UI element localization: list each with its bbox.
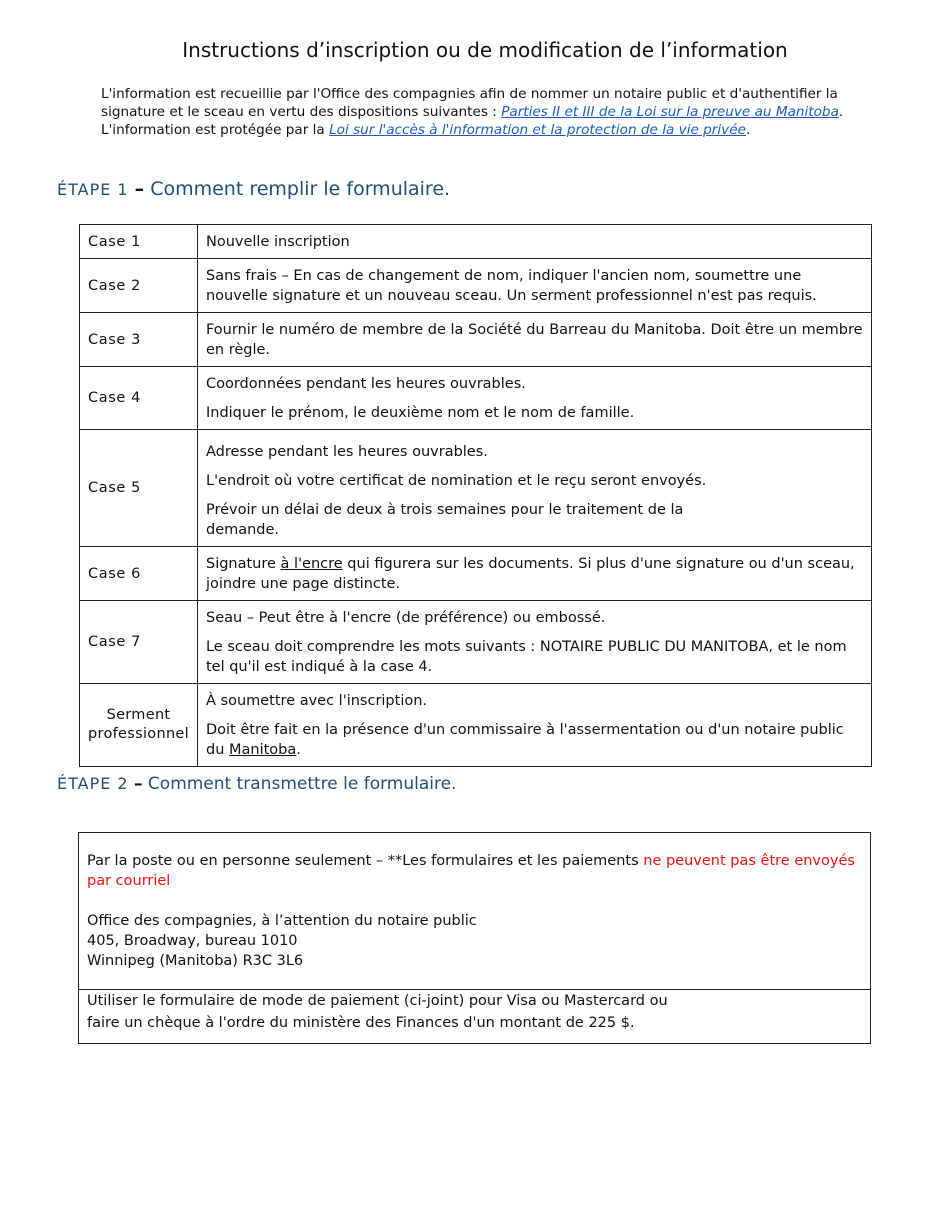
- row-key: Case 3: [80, 313, 198, 367]
- page-title: Instructions d’inscription ou de modification de l’information: [182, 38, 788, 62]
- row-text-post: .: [296, 741, 301, 758]
- mail-instruction: [87, 851, 862, 891]
- step-2-label: ÉTAPE 2: [57, 774, 129, 793]
- step-1-heading: [57, 178, 450, 200]
- address-line: Office des compagnies, à l’attention du notaire public: [87, 913, 477, 929]
- table-row: [80, 547, 872, 601]
- row-text: Sans frais – En cas de changement de nom, indiquer l'ancien nom, soumettre une nouvelle signature et un nouveau sceau. Un serment professionnel n'est pas requis.: [205, 267, 817, 304]
- row-key: Case 1: [80, 225, 198, 259]
- row-text: Coordonnées pendant les heures ouvrables.: [205, 375, 526, 392]
- row-text-pre: Doit être fait en la présence d'un commissaire à l'assermentation ou d'un notaire public du: [205, 721, 844, 758]
- row-key: Case 7: [80, 601, 198, 684]
- mail-section: [79, 833, 870, 990]
- row-value: [197, 684, 871, 767]
- table-row: [80, 367, 872, 430]
- table-row: [80, 313, 872, 367]
- instructions-table: [79, 224, 872, 767]
- row-key: Serment professionnel: [80, 684, 198, 767]
- intro-text-2: . L'information est protégée par la: [101, 104, 844, 138]
- transmit-box: [78, 832, 871, 1044]
- row-value: [197, 430, 871, 547]
- row-text: L'endroit où votre certificat de nomination et le reçu seront envoyés.: [205, 473, 707, 489]
- row-text-underlined: Manitoba: [229, 741, 297, 758]
- step-2-heading: [57, 774, 456, 794]
- table-row: [80, 259, 872, 313]
- row-text: Fournir le numéro de membre de la Société du Barreau du Manitoba. Doit être un membre en règle.: [205, 321, 863, 358]
- row-key: Case 4: [80, 367, 198, 430]
- row-text: [206, 554, 863, 594]
- table-row: [80, 601, 872, 684]
- row-text: Indiquer le prénom, le deuxième nom et le nom de famille.: [205, 404, 635, 421]
- law-link-evidence-act[interactable]: Parties II et III de la Loi sur la preuve au Manitoba: [501, 104, 839, 120]
- mail-lead-text: Par la poste ou en personne seulement – **Les formulaires et les paiements: [87, 853, 644, 869]
- row-key: Case 2: [80, 259, 198, 313]
- row-text-underlined: à l'encre: [280, 555, 343, 572]
- step-1-label: ÉTAPE 1: [57, 180, 129, 199]
- row-text: Nouvelle inscription: [205, 233, 350, 250]
- row-text: Le sceau doit comprendre les mots suivants : NOTAIRE PUBLIC DU MANITOBA, et le nom tel qu'il est indiqué à la case 4.: [205, 638, 847, 675]
- row-value: [197, 313, 871, 367]
- address-line: 405, Broadway, bureau 1010: [87, 933, 298, 949]
- address-line: Winnipeg (Manitoba) R3C 3L6: [87, 953, 304, 969]
- email-warning: ne peuvent pas être envoyés par courriel: [87, 853, 855, 889]
- payment-line: Utiliser le formulaire de mode de paiement (ci-joint) pour Visa ou Mastercard ou: [87, 993, 668, 1009]
- intro-text-1: L'information est recueillie par l'Office des compagnies afin de nommer un notaire public et d'authentifier la signature et le sceau en vertu des dispositions suivantes :: [101, 86, 838, 120]
- row-key: Case 6: [80, 547, 198, 601]
- row-text: À soumettre avec l'inscription.: [205, 692, 428, 709]
- intro-paragraph: [101, 85, 891, 139]
- row-value: [197, 601, 871, 684]
- row-value: [197, 547, 871, 601]
- payment-section: [79, 990, 870, 1043]
- table-row: [80, 684, 872, 767]
- row-text-post: qui figurera sur les documents. Si plus d'une signature ou d'un sceau, joindre une page distincte.: [205, 555, 855, 592]
- row-key: Case 5: [80, 430, 198, 547]
- law-link-privacy-act[interactable]: Loi sur l'accès à l'information et la protection de la vie privée: [329, 122, 746, 138]
- row-text: Prévoir un délai de deux à trois semaines pour le traitement de la demande.: [205, 502, 684, 538]
- row-text: [206, 720, 863, 760]
- payment-line: faire un chèque à l'ordre du ministère des Finances d'un montant de 225 $.: [87, 1015, 635, 1031]
- row-value: [197, 367, 871, 430]
- row-text: Adresse pendant les heures ouvrables.: [205, 444, 488, 460]
- row-text-pre: Signature: [205, 555, 281, 572]
- step-1-dash: –: [134, 178, 145, 200]
- row-value: [197, 225, 871, 259]
- intro-text-3: .: [745, 122, 751, 138]
- step-2-text: Comment transmettre le formulaire.: [142, 774, 457, 794]
- row-value: [197, 259, 871, 313]
- table-row: [80, 225, 872, 259]
- step-2-dash: –: [134, 774, 143, 794]
- table-row: [80, 430, 872, 547]
- row-text: Seau – Peut être à l'encre (de préférence) ou embossé.: [205, 609, 606, 626]
- step-1-text: Comment remplir le formulaire.: [144, 178, 451, 200]
